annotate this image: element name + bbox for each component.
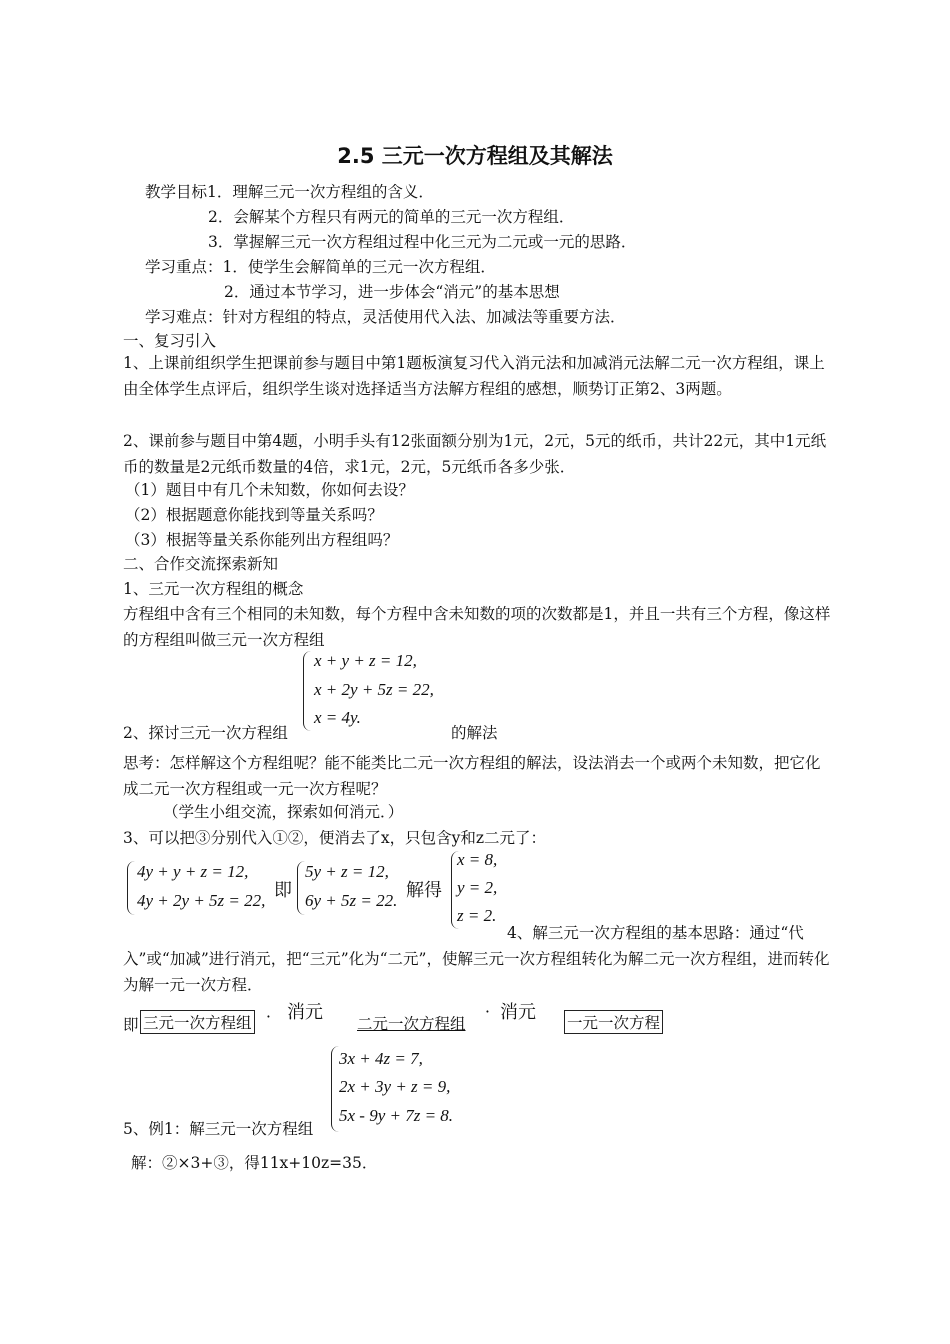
flow-dot-1: ·: [266, 1008, 271, 1026]
basic-idea-paragraph: 4、解三元一次方程组的基本思路：通过“代入”或“加减”进行消元，把“三元”化为“二元”，使解三元一次方程组转化为解二元一次方程组，进而转化为解一元一次方程．: [123, 924, 830, 994]
section-1-heading: 一、复习引入: [123, 332, 217, 350]
system-1-eq-3: x = 4y.: [314, 708, 361, 727]
solution-line: 解：②×3+③，得11x+10z=35．: [131, 1154, 378, 1172]
system-1-eq-1: x + y + z = 12,: [314, 651, 417, 670]
question-2: （2）根据题意你能找到等量关系吗？: [125, 506, 383, 524]
system-1-eq-2: x + 2y + 5z = 22,: [314, 680, 434, 699]
flow-dot-2: ·: [485, 1003, 490, 1021]
system-4-eq-3: z = 2.: [457, 906, 497, 925]
flow-arrow-label-1: 消元: [287, 1002, 323, 1023]
system-2-eq-1: 4y + y + z = 12,: [137, 862, 249, 881]
flow-ji: 即: [123, 1016, 139, 1034]
key-point-2: 2．通过本节学习，进一步体会“消元”的基本思想: [224, 283, 560, 301]
page-title: 2.5 三元一次方程组及其解法: [337, 144, 613, 168]
question-1: （1）题目中有几个未知数，你如何去设？: [125, 481, 414, 499]
objective-2: 2．会解某个方程只有两元的简单的三元一次方程组．: [208, 208, 575, 226]
system-5-eq-2: 2x + 3y + z = 9,: [339, 1077, 451, 1096]
question-3: （3）根据等量关系你能列出方程组吗？: [125, 531, 399, 549]
objective-1: 教学目标1．理解三元一次方程组的含义．: [145, 183, 434, 201]
review-paragraph-1: 1、上课前组织学生把课前参与题目中第1题板演复习代入消元法和加减消元法解二元一次方程组，课上由全体学生点评后，组织学生谈对选择适当方法解方程组的感想，顺势订正第2、3两题。: [123, 354, 825, 398]
system-4-eq-2: y = 2,: [457, 878, 498, 897]
system-5-eq-1: 3x + 4z = 7,: [339, 1049, 423, 1068]
flow-box-three-variable: 三元一次方程组: [140, 1010, 255, 1034]
section-2-heading: 二、合作交流探索新知: [123, 555, 279, 573]
system-4-eq-1: x = 8,: [457, 850, 498, 869]
solve-label: 解得: [406, 880, 442, 901]
system-5-eq-3: 5x - 9y + 7z = 8.: [339, 1106, 454, 1125]
explore-suffix: 的解法: [451, 724, 498, 742]
concept-heading: 1、三元一次方程组的概念: [123, 580, 304, 598]
flow-box-two-variable: 二元一次方程组: [357, 1015, 466, 1033]
review-paragraph-2: 2、课前参与题目中第4题，小明手头有12张面额分别为1元，2元，5元的纸币，共计22元，其中1元纸币的数量是2元纸币数量的4倍，求1元，2元，5元纸币各多少张．: [123, 432, 827, 476]
difficulty: 学习难点：针对方程组的特点，灵活使用代入法、加减法等重要方法．: [145, 308, 626, 326]
system-1-brace: [303, 651, 312, 731]
flow-box-one-variable: 一元一次方程: [564, 1010, 663, 1034]
system-3-eq-1: 5y + z = 12,: [305, 862, 389, 881]
objective-3: 3．掌握解三元一次方程组过程中化三元为二元或一元的思路．: [208, 233, 637, 251]
concept-text: 方程组中含有三个相同的未知数，每个方程中含未知数的项的次数都是1，并且一共有三个方程，像这样的方程组叫做三元一次方程组: [123, 605, 831, 649]
think-paragraph: 思考：怎样解这个方程组呢？能不能类比二元一次方程组的解法，设法消去一个或两个未知数，把它化成二元一次方程组或一元一次方程呢？: [123, 754, 821, 798]
flow-arrow-label-2: 消元: [500, 1002, 536, 1023]
key-point-1: 学习重点：1．使学生会解简单的三元一次方程组．: [145, 258, 496, 276]
example-1-prefix: 5、例1：解三元一次方程组: [123, 1120, 314, 1138]
ji-label: 即: [274, 880, 292, 901]
system-2-brace: [127, 861, 136, 915]
system-2-eq-2: 4y + 2y + 5z = 22,: [137, 891, 266, 910]
group-note: （学生小组交流，探索如何消元．）: [163, 803, 404, 821]
system-3-eq-2: 6y + 5z = 22.: [305, 891, 398, 910]
explore-prefix: 2、探讨三元一次方程组: [123, 724, 288, 742]
step-3-text: 3、可以把③分别代入①②，便消去了x，只包含y和z二元了：: [123, 829, 547, 847]
